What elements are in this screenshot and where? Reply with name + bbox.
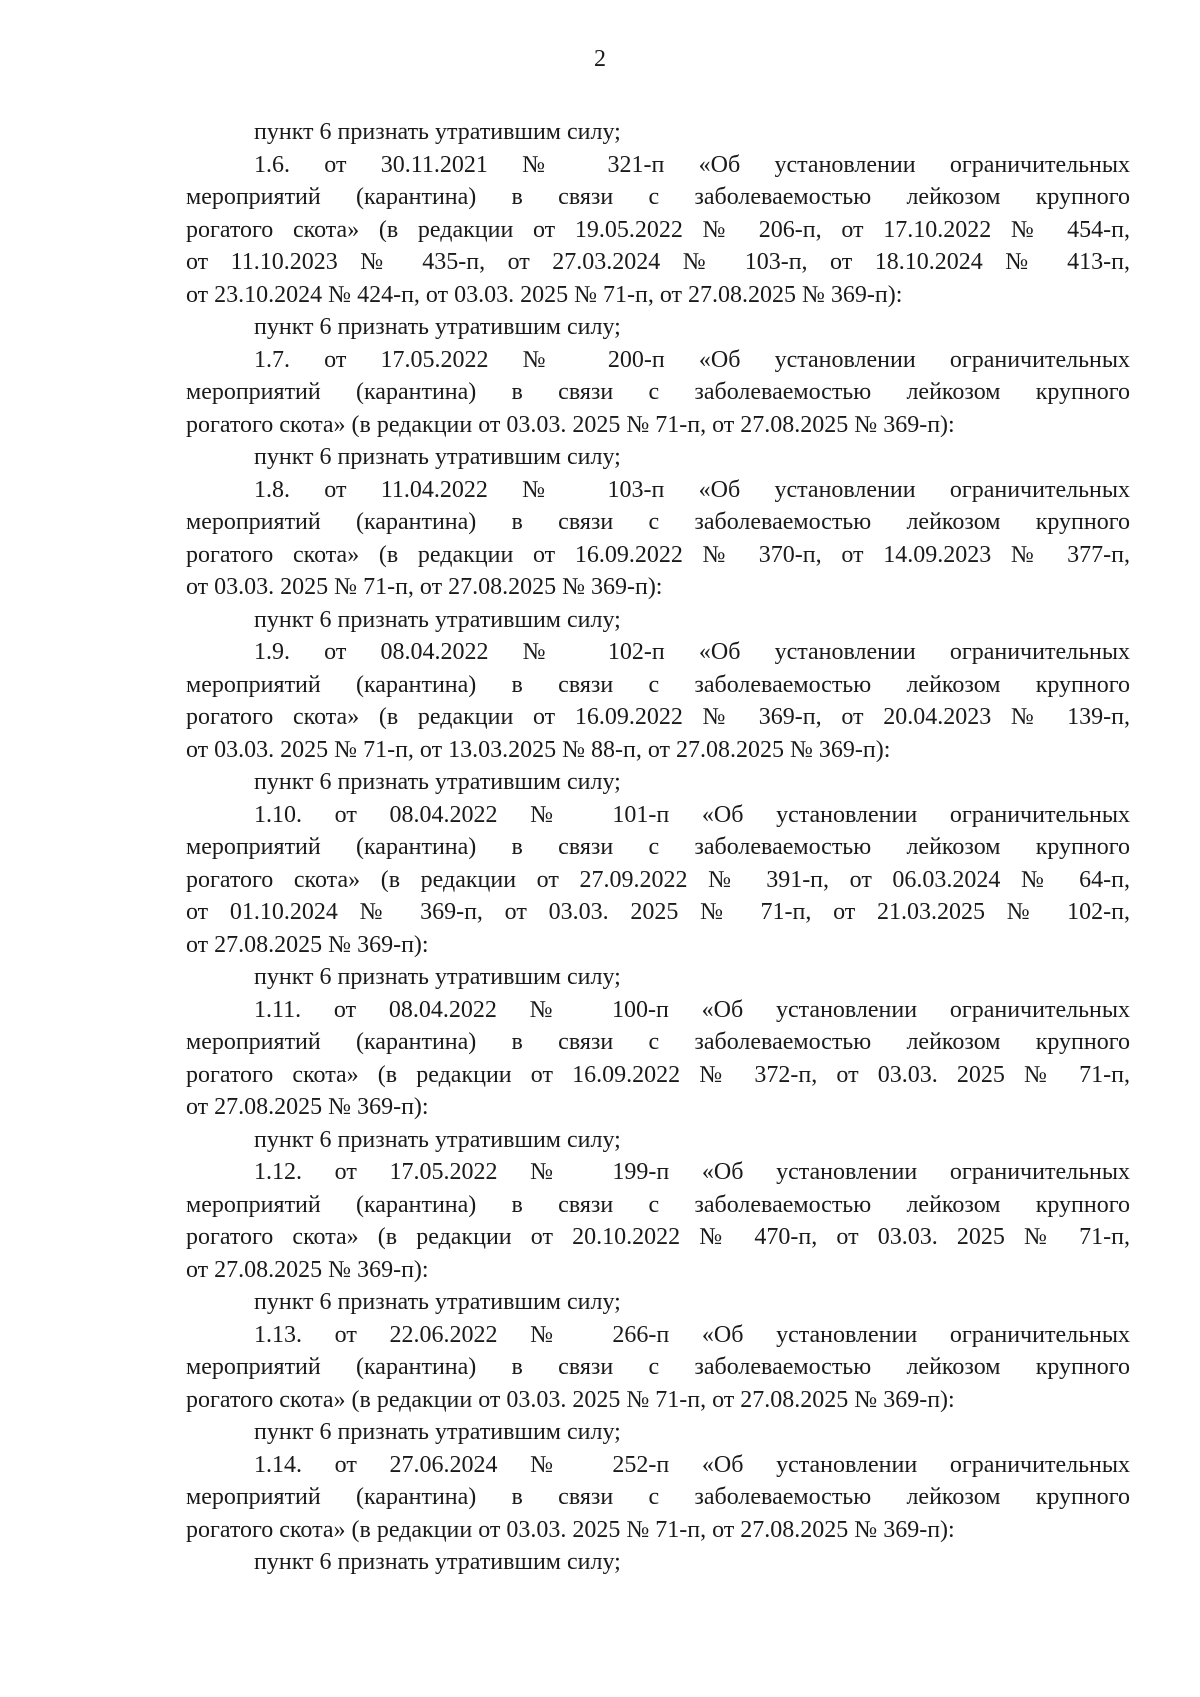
text-line: рогатого скота» (в редакции от 03.03. 2025 № 71-п, от 27.08.2025 № 369-п): — [186, 1516, 955, 1543]
text-line: мероприятий (карантина) в связи с заболеваемостью лейкозом крупного — [186, 1484, 1130, 1510]
text-line: рогатого скота» (в редакции от 27.09.2022 № 391-п, от 06.03.2024 № 64-п, — [186, 866, 1130, 893]
text-line: пункт 6 признать утратившим силу; — [254, 769, 621, 795]
text-line: пункт 6 признать утратившим силу; — [254, 119, 621, 145]
text-line: пункт 6 признать утратившим силу; — [254, 1549, 621, 1575]
text-line: от 27.08.2025 № 369-п): — [186, 1094, 429, 1120]
text-line: пункт 6 признать утратившим силу; — [254, 606, 621, 633]
text-line: 1.8. от 11.04.2022 № 103-п «Об установлении ограничительных — [254, 476, 1130, 503]
text-line: пункт 6 признать утратившим силу; — [254, 1289, 621, 1315]
text-line: рогатого скота» (в редакции от 20.10.2022 № 470-п, от 03.03. 2025 № 71-п, — [186, 1224, 1130, 1250]
text-line: мероприятий (карантина) в связи с заболеваемостью лейкозом крупного — [186, 184, 1130, 210]
text-line: рогатого скота» (в редакции от 16.09.2022 № 369-п, от 20.04.2023 № 139-п, — [186, 704, 1130, 730]
text-line: мероприятий (карантина) в связи с заболеваемостью лейкозом крупного — [186, 1354, 1130, 1380]
text-line: мероприятий (карантина) в связи с заболеваемостью лейкозом крупного — [186, 509, 1130, 535]
text-line: от 11.10.2023 № 435-п, от 27.03.2024 № 103-п, от 18.10.2024 № 413-п, — [186, 249, 1130, 275]
text-line: 1.7. от 17.05.2022 № 200-п «Об установлении ограничительных — [254, 346, 1130, 373]
text-line: от 03.03. 2025 № 71-п, от 27.08.2025 № 369-п): — [186, 574, 663, 600]
text-line: от 03.03. 2025 № 71-п, от 13.03.2025 № 88-п, от 27.08.2025 № 369-п): — [186, 736, 891, 763]
text-line: пункт 6 признать утратившим силу; — [254, 444, 621, 470]
text-line: от 23.10.2024 № 424-п, от 03.03. 2025 № 71-п, от 27.08.2025 № 369-п): — [186, 281, 903, 308]
text-line: пункт 6 признать утратившим силу; — [254, 964, 621, 990]
text-line: рогатого скота» (в редакции от 19.05.2022 № 206-п, от 17.10.2022 № 454-п, — [186, 216, 1130, 243]
text-line: рогатого скота» (в редакции от 16.09.2022 № 370-п, от 14.09.2023 № 377-п, — [186, 541, 1130, 568]
text-line: мероприятий (карантина) в связи с заболеваемостью лейкозом крупного — [186, 671, 1130, 698]
text-line: 1.9. от 08.04.2022 № 102-п «Об установлении ограничительных — [254, 639, 1130, 665]
page-number: 2 — [594, 46, 606, 72]
text-line: пункт 6 признать утратившим силу; — [254, 1419, 621, 1445]
text-line: рогатого скота» (в редакции от 03.03. 2025 № 71-п, от 27.08.2025 № 369-п): — [186, 1386, 955, 1413]
text-line: рогатого скота» (в редакции от 03.03. 2025 № 71-п, от 27.08.2025 № 369-п): — [186, 411, 955, 438]
text-line: мероприятий (карантина) в связи с заболеваемостью лейкозом крупного — [186, 379, 1130, 405]
text-line: пункт 6 признать утратившим силу; — [254, 1126, 621, 1153]
text-line: 1.11. от 08.04.2022 № 100-п «Об установлении ограничительных — [254, 996, 1130, 1023]
text-line: пункт 6 признать утратившим силу; — [254, 314, 621, 340]
text-line: мероприятий (карантина) в связи с заболеваемостью лейкозом крупного — [186, 1029, 1130, 1055]
text-line: 1.14. от 27.06.2024 № 252-п «Об установлении ограничительных — [254, 1451, 1130, 1478]
text-line: 1.10. от 08.04.2022 № 101-п «Об установлении ограничительных — [254, 801, 1130, 828]
text-line: мероприятий (карантина) в связи с заболеваемостью лейкозом крупного — [186, 1191, 1130, 1218]
document-body — [186, 116, 1130, 1579]
text-line: 1.12. от 17.05.2022 № 199-п «Об установлении ограничительных — [254, 1159, 1130, 1185]
text-line: 1.6. от 30.11.2021 № 321-п «Об установлении ограничительных — [254, 151, 1130, 178]
text-line: от 27.08.2025 № 369-п): — [186, 931, 429, 958]
text-line: рогатого скота» (в редакции от 16.09.2022 № 372-п, от 03.03. 2025 № 71-п, — [186, 1061, 1130, 1088]
text-line: мероприятий (карантина) в связи с заболеваемостью лейкозом крупного — [186, 834, 1130, 860]
text-line: от 27.08.2025 № 369-п): — [186, 1256, 429, 1283]
text-line: от 01.10.2024 № 369-п, от 03.03. 2025 № 71-п, от 21.03.2025 № 102-п, — [186, 899, 1130, 925]
text-line: 1.13. от 22.06.2022 № 266-п «Об установлении ограничительных — [254, 1321, 1130, 1348]
